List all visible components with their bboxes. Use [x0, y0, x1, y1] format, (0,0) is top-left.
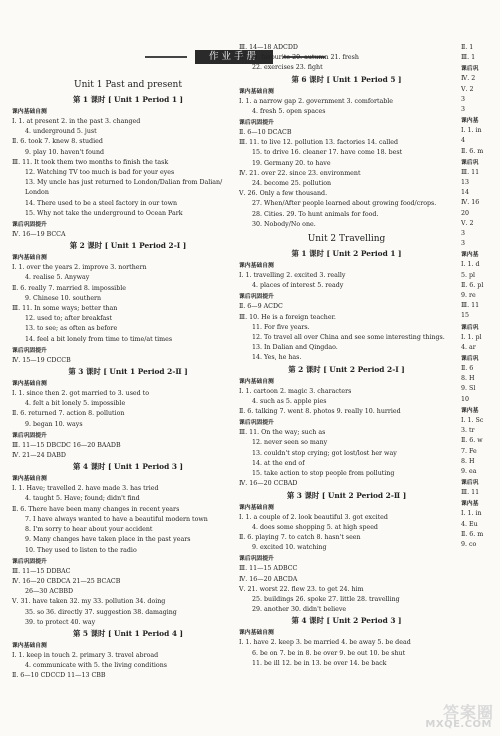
answer-line: Ⅱ. 6—10 CDCCD 11—13 CBB: [12, 672, 106, 680]
section-label: 课内基础自测: [239, 378, 274, 385]
lesson-heading: 第 2 课时 [ Unit 2 Period 2-Ⅰ ]: [288, 364, 405, 374]
answer-line: 7. I have always wanted to have a beautiful modern town: [25, 515, 208, 523]
answer-line: Ⅰ. 1. in: [461, 127, 482, 135]
answer-line: 4. communicate with 5. the living conditions: [25, 662, 167, 670]
answer-line: Ⅳ. 16—20 CCBAD: [239, 480, 298, 488]
answer-line: Ⅳ. 21. over 22. since 23. environment: [239, 169, 361, 177]
answer-line: Ⅰ. 1. travelling 2. excited 3. really: [239, 272, 346, 280]
answer-line: 15. to drive 16. cleaner 17. have come 18. best: [252, 149, 403, 157]
answer-line: 24. become 25. pollution: [252, 180, 332, 188]
answer-line: Ⅰ. 1. at present 2. in the past 3. changed: [12, 118, 141, 125]
answer-line: 13. to see; as often as before: [25, 325, 118, 333]
answer-line: 19. Germany 20. to have: [252, 159, 331, 167]
section-label: 课内基础自测: [12, 109, 47, 115]
lesson-heading: 第 4 课时 [ Unit 2 Period 3 ]: [291, 616, 402, 626]
answer-line: 4. underground 5. just: [25, 128, 97, 136]
answer-line: Ⅱ. 6. There have been many changes in recent years: [12, 505, 180, 513]
answer-line: 9. excited 10. watching: [252, 544, 327, 552]
answer-line: 20: [461, 209, 470, 217]
answer-line: Ⅱ. 6. took 7. knew 8. studied: [12, 138, 103, 146]
answer-line: Ⅰ. 1. have 2. keep 3. be married 4. be away 5. be dead: [239, 639, 411, 647]
answer-line: Ⅰ. 1. in: [461, 510, 482, 518]
section-label: 课内基: [461, 252, 479, 259]
section-label: 课内基础自测: [12, 642, 47, 649]
answer-line: 9. Sl: [461, 385, 476, 393]
answer-line: 15: [461, 312, 470, 320]
answer-line: 4. Eu: [461, 520, 478, 528]
section-label: 课后巩固提升: [12, 558, 47, 565]
answer-line: Ⅲ. 11. On the way; such as: [239, 429, 326, 437]
lesson-heading: 第 6 课时 [ Unit 1 Period 5 ]: [291, 74, 402, 84]
answer-line: 30. Nobody/No one.: [252, 220, 316, 228]
lesson-heading: 第 1 课时 [ Unit 2 Period 1 ]: [291, 249, 402, 259]
answer-line: 15. Why not take the underground to Ocean Park: [25, 209, 183, 217]
section-label: 课后巩: [461, 356, 479, 363]
answer-line: 10. They used to listen to the radio: [25, 546, 137, 554]
answer-line: 11. For five years.: [252, 323, 310, 331]
lesson-heading: 第 3 课时 [ Unit 2 Period 2-Ⅱ ]: [286, 490, 407, 500]
answer-line: 13. In Dalian and Qingdao.: [252, 344, 338, 352]
watermark-logo: [414, 700, 494, 734]
answer-line: 3. tr: [461, 427, 475, 435]
section-label: 课内基础自测: [239, 88, 274, 95]
answer-line: Ⅴ. 2: [461, 219, 474, 227]
answer-line: Ⅴ. 26. Only a few thousand.: [239, 190, 328, 198]
answer-line: Ⅰ. 1. Sc: [461, 416, 484, 424]
answer-line: 27. When/After people learned about growing food/crops.: [252, 200, 437, 208]
answer-line: Ⅱ. 6. w: [461, 437, 483, 445]
section-label: 课内基: [461, 501, 479, 508]
answer-line: Ⅱ. 6. m: [461, 530, 484, 538]
section-label: 课后巩固提升: [239, 556, 274, 563]
answer-line: Ⅰ. 1. cartoon 2. magic 3. characters: [239, 387, 352, 395]
banner-rule-left: [145, 56, 187, 58]
answer-line: 22. exercises 23. fight: [252, 64, 323, 72]
answer-column-1: [12, 76, 244, 682]
answer-line: 9. began 10. ways: [25, 420, 83, 428]
answer-line: 13. couldn't stop crying; got lost/lost her way: [252, 449, 397, 457]
lesson-heading: 第 4 课时 [ Unit 1 Period 3 ]: [72, 462, 184, 472]
answer-line: Ⅳ. 2: [461, 75, 476, 83]
answer-line: Ⅱ. 6—10 DCACB: [239, 129, 292, 137]
answer-line: 25. buildings 26. spoke 27. little 28. travelling: [252, 595, 400, 603]
answer-line: 8. H: [461, 457, 475, 465]
answer-line: Ⅱ. 6. playing 7. to catch 8. hasn't seen: [239, 533, 361, 541]
answer-line: Ⅰ. 1. keep in touch 2. primary 3. travel abroad: [12, 651, 159, 659]
answer-line: Ⅲ. 11: [461, 489, 480, 497]
answer-line: 39. to protect 40. way: [25, 618, 96, 626]
answer-line: Ⅲ. 11—15 DBCDC 16—20 BAADB: [12, 441, 121, 449]
answer-line: 4. fresh 5. open spaces: [252, 107, 326, 115]
section-label: 课内基: [461, 407, 479, 414]
answer-line: 4. such as 5. apple pies: [252, 397, 327, 405]
answer-column-3: [461, 43, 500, 550]
answer-line: Ⅳ. 16—20 ABCDA: [239, 575, 298, 583]
answer-line: Ⅰ. 1. over the years 2. improve 3. northern: [12, 264, 147, 272]
answer-line: Ⅳ. 21—24 DABD: [12, 452, 66, 460]
section-label: 课内基础自测: [12, 381, 47, 388]
answer-line: 4: [461, 137, 466, 145]
answer-line: 4. taught 5. Have; found; didn't find: [25, 495, 140, 503]
answer-line: Ⅱ. 6. pl: [461, 281, 484, 289]
answer-line: 12. never seen so many: [252, 439, 328, 447]
answer-line: 3: [461, 95, 466, 103]
answer-line: Ⅲ. 1: [461, 54, 476, 62]
answer-line: 9. Many changes have taken place in the past years: [25, 536, 191, 544]
answer-line: Ⅰ. 1. since then 2. got married to 3. used to: [12, 390, 150, 398]
section-label: 课后巩固提升: [12, 222, 47, 229]
answer-line: 13. My uncle has just returned to London/Dalian from Dalian/: [25, 179, 223, 187]
answer-line: Ⅱ. 6—9 ACDC: [239, 303, 283, 311]
answer-line: Ⅳ. 15—19 CDCCB: [12, 356, 71, 364]
unit-heading: Unit 1 Past and present: [74, 80, 182, 90]
lesson-heading: 第 3 课时 [ Unit 1 Period 2-Ⅱ ]: [68, 367, 188, 377]
answer-line: 13: [461, 179, 470, 187]
answer-line: Ⅳ. 19. favourite 20. autumn 21. fresh: [239, 54, 359, 62]
answer-line: 4. ar: [461, 343, 476, 351]
answer-line: 26—30 ACBBD: [25, 588, 73, 596]
answer-line: 14: [461, 189, 470, 197]
section-label: 课后巩: [461, 66, 479, 73]
section-label: 课后巩: [461, 324, 479, 331]
section-label: 课后巩: [461, 480, 479, 487]
answer-line: 5. pl: [461, 271, 476, 279]
watermark-url: MXQE.COM: [425, 719, 492, 730]
answer-line: Ⅲ. 11. to live 12. pollution 13. factories 14. called: [239, 139, 399, 147]
answer-line: Ⅱ. 6: [461, 365, 474, 373]
answer-line: Ⅱ. 6. m: [461, 147, 484, 155]
section-label: 课内基础自测: [239, 630, 274, 637]
answer-line: Ⅲ. 11: [461, 302, 480, 310]
section-label: 课内基础自测: [239, 504, 274, 511]
answer-line: 3: [461, 240, 466, 248]
answer-line: Ⅴ. 31. have taken 32. my 33. pollution 34. doing: [12, 598, 166, 606]
answer-line: 9. Chinese 10. southern: [25, 294, 102, 302]
answer-line: 3: [461, 230, 466, 238]
answer-line: Ⅰ. 1. d: [461, 261, 480, 269]
answer-line: Ⅴ. 21. worst 22. flew 23. to get 24. him: [239, 585, 364, 593]
answer-line: 14. Yes, he has.: [252, 354, 302, 362]
section-label: 课后巩: [461, 159, 479, 166]
answer-line: Ⅱ. 1: [461, 44, 474, 51]
answer-line: 9. co: [461, 540, 477, 548]
section-label: 课后巩固提升: [239, 294, 274, 301]
answer-line: Ⅲ. 11. In some ways; better than: [12, 305, 118, 313]
answer-line: Ⅳ. 16—20 CBDCA 21—25 BCACB: [12, 577, 121, 585]
answer-column-2: [239, 43, 454, 669]
answer-line: 4. felt a bit lonely 5. impossible: [25, 400, 126, 408]
answer-line: 28. Cities. 29. To hunt animals for food.: [252, 210, 379, 218]
section-label: 课内基础自测: [12, 476, 47, 483]
answer-line: 15. take action to stop people from polluting: [252, 470, 395, 478]
answer-line: Ⅱ. 6. talking 7. went 8. photos 9. really 10. hurried: [239, 408, 401, 416]
answer-line: 8. H: [461, 375, 475, 383]
watermark-text: 答案圈: [442, 703, 494, 722]
answer-line: 9. play 10. haven't found: [25, 148, 105, 156]
section-label: 课内基础自测: [12, 255, 47, 262]
answer-line: 9. ea: [461, 467, 477, 475]
answer-line: Ⅲ. 10. He is a foreign teacher.: [239, 313, 336, 321]
section-label: 课内基: [461, 118, 479, 125]
section-label: 课后巩固提升: [239, 120, 274, 127]
answer-line: Ⅴ. 2: [461, 85, 474, 93]
section-label: 课后巩固提升: [239, 420, 274, 427]
answer-line: 7. Fe: [461, 447, 477, 455]
answer-line: 29. another 30. didn't believe: [252, 606, 347, 614]
answer-line: 4. realise 5. Anyway: [25, 274, 90, 282]
answer-line: Ⅰ. 1. Have; travelled 2. have made 3. has tried: [12, 485, 159, 493]
section-label: 课后巩固提升: [12, 347, 47, 354]
answer-line: 14. There used to be a steel factory in our town: [25, 199, 178, 207]
answer-line: London: [25, 189, 49, 197]
answer-line: Ⅰ. 1. a couple of 2. look beautiful 3. got excited: [239, 513, 388, 521]
answer-line: Ⅲ. 11. It took them two months to finish the task: [12, 158, 169, 166]
answer-line: Ⅲ. 11: [461, 168, 480, 176]
answer-line: 14. at the end of: [252, 459, 305, 467]
answer-line: Ⅲ. 11—15 DDBAC: [12, 567, 71, 575]
unit-heading: Unit 2 Travelling: [307, 234, 386, 245]
lesson-heading: 第 5 课时 [ Unit 1 Period 4 ]: [72, 628, 184, 638]
answer-line: 12. Watching TV too much is bad for your eyes: [25, 169, 175, 177]
answer-line: Ⅰ. 1. a narrow gap 2. government 3. comfortable: [239, 97, 394, 105]
answer-line: 12. used to; after breakfast: [25, 315, 113, 323]
answer-line: 10: [461, 395, 470, 403]
answer-line: 9. re: [461, 292, 476, 300]
answer-line: Ⅲ. 14—18 ADCDD: [239, 44, 298, 51]
answer-line: Ⅱ. 6. returned 7. action 8. pollution: [12, 410, 125, 418]
section-label: 课后巩固提升: [12, 432, 47, 439]
answer-line: Ⅳ. 16—19 BCCA: [12, 231, 66, 239]
lesson-heading: 第 1 课时 [ Unit 1 Period 1 ]: [72, 95, 184, 104]
answer-line: 12. To travel all over China and see some interesting things.: [252, 334, 445, 342]
answer-line: 14. feel a bit lonely from time to time/at times: [25, 335, 173, 343]
answer-line: Ⅱ. 6. really 7. married 8. impossible: [12, 284, 126, 292]
answer-line: Ⅲ. 11—15 ADBCC: [239, 565, 298, 573]
answer-line: Ⅳ. 16: [461, 199, 480, 207]
answer-line: 3: [461, 106, 466, 114]
answer-line: 35. so 36. directly 37. suggestion 38. damaging: [25, 608, 177, 616]
banner-title: 作业手册: [195, 50, 273, 64]
answer-line: 6. be on 7. be in 8. be over 9. be out 10. be shut: [252, 649, 406, 657]
answer-line: 4. does some shopping 5. at high speed: [252, 523, 378, 531]
answer-line: 8. I'm sorry to hear about your accident: [25, 526, 153, 534]
answer-line: Ⅰ. 1. pl: [461, 333, 482, 341]
lesson-heading: 第 2 课时 [ Unit 1 Period 2-Ⅰ ]: [69, 241, 187, 251]
answer-line: 11. be ill 12. be in 13. be over 14. be back: [252, 659, 387, 667]
section-label: 课内基础自测: [239, 263, 274, 270]
answer-line: 4. places of interest 5. ready: [252, 282, 344, 290]
